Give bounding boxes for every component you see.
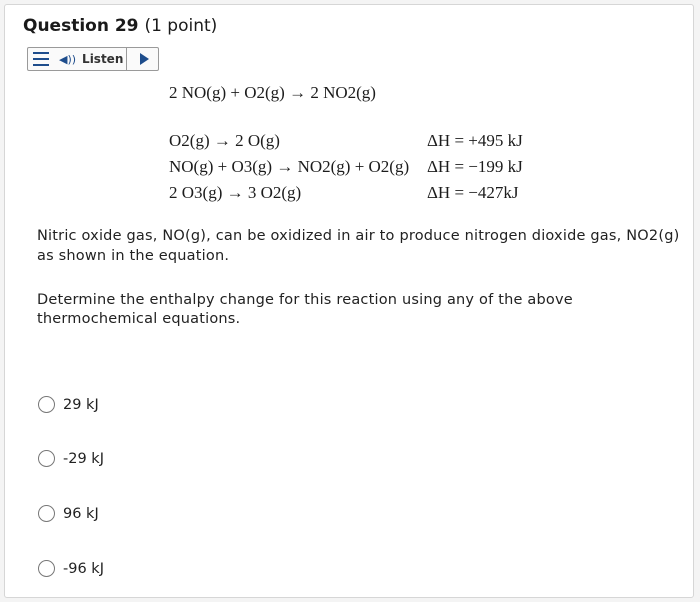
- option-label: -96 kJ: [63, 560, 104, 577]
- radio-button[interactable]: [38, 505, 55, 522]
- answer-option-4[interactable]: [38, 560, 104, 577]
- answer-option-2[interactable]: [38, 450, 104, 467]
- equation-2-enthalpy: ΔH = −199 kJ: [427, 157, 523, 176]
- play-icon[interactable]: [140, 53, 149, 65]
- prompt-line-4: thermochemical equations.: [37, 311, 241, 327]
- prompt-line-1: Nitric oxide gas, NO(g), can be oxidized in air to produce nitrogen dioxide gas, NO2(g): [37, 228, 680, 244]
- prompt-line-3: Determine the enthalpy change for this reaction using any of the above: [37, 292, 573, 308]
- equation-3: 2 O3(g) → 3 O2(g): [169, 183, 302, 202]
- main-equation: 2 NO(g) + O2(g) → 2 NO2(g): [169, 83, 376, 102]
- listen-button[interactable]: Listen: [82, 52, 124, 66]
- question-number: Question 29: [23, 16, 139, 36]
- option-label: 29 kJ: [63, 396, 99, 413]
- equation-3-enthalpy: ΔH = −427kJ: [427, 183, 519, 202]
- radio-button[interactable]: [38, 560, 55, 577]
- equation-2: NO(g) + O3(g) → NO2(g) + O2(g): [169, 157, 410, 176]
- answer-option-3[interactable]: [38, 505, 99, 522]
- radio-button[interactable]: [38, 450, 55, 467]
- speaker-icon[interactable]: ◀)): [59, 52, 77, 66]
- answer-option-1[interactable]: [38, 396, 99, 413]
- toolbar-divider: [126, 48, 127, 70]
- prompt-line-2: as shown in the equation.: [37, 248, 230, 264]
- listen-toolbar: [27, 47, 159, 71]
- question-points: (1 point): [144, 16, 218, 36]
- option-label: -29 kJ: [63, 450, 104, 467]
- equation-1-enthalpy: ΔH = +495 kJ: [427, 131, 523, 150]
- radio-button[interactable]: [38, 396, 55, 413]
- option-label: 96 kJ: [63, 505, 99, 522]
- equation-1: O2(g) → 2 O(g): [169, 131, 280, 150]
- menu-icon[interactable]: [33, 52, 49, 66]
- question-title: [23, 16, 217, 36]
- question-card: [4, 4, 694, 598]
